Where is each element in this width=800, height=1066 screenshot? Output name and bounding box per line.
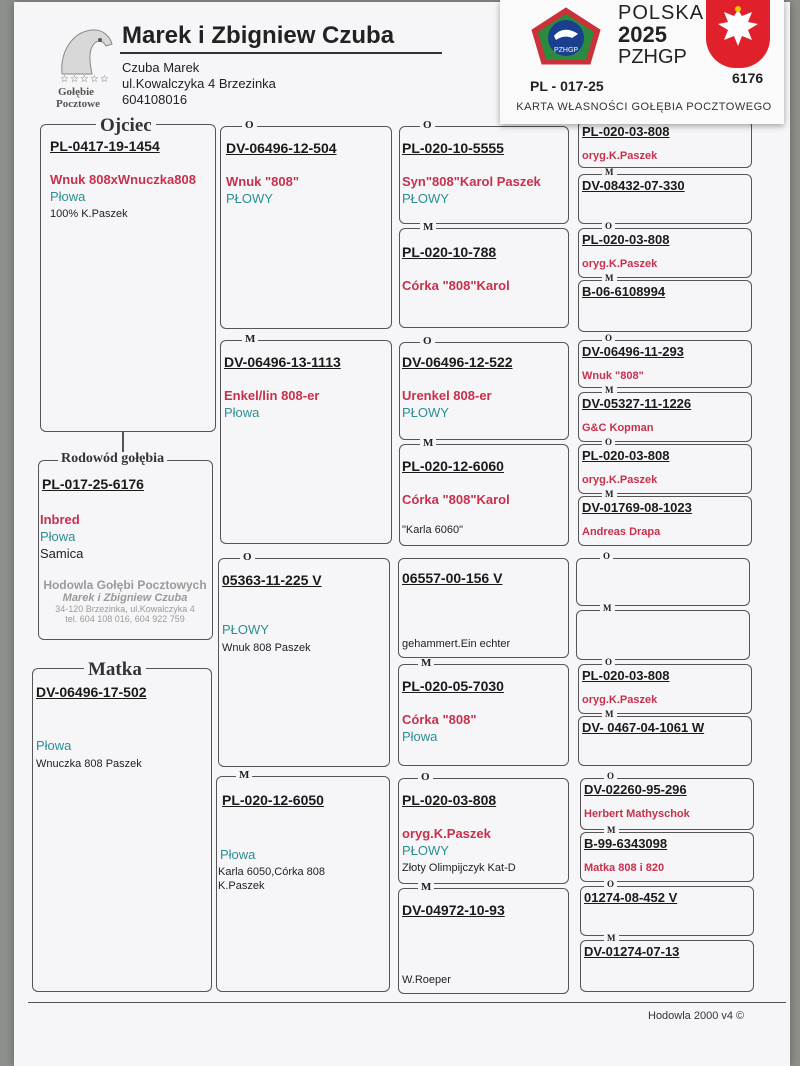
owner-phone: 604108016: [122, 92, 188, 107]
gen3-fmm-sex: M: [420, 438, 436, 449]
gen3-mmf-note: Złoty Olimpijczyk Kat-D: [402, 862, 516, 874]
gen2-ff-box: [220, 126, 392, 329]
breeder-stamp: [32, 578, 218, 638]
gen2-mm-note1: Karla 6050,Córka 808: [218, 866, 326, 878]
white-eagle-icon: [706, 0, 770, 60]
gen3-fmf-sex: O: [420, 336, 435, 347]
owner-name: Czuba Marek: [122, 60, 200, 75]
father-label: Ojciec: [96, 116, 156, 135]
gen4-note: oryg.K.Paszek: [582, 150, 658, 162]
gen2-fm-sex: M: [242, 334, 258, 345]
gen4-note: Herbert Mathyschok: [584, 808, 690, 820]
gen2-mm-ring: PL-020-12-6050: [222, 792, 324, 808]
gen4-sex: O: [602, 334, 615, 343]
gen2-ff-color: PŁOWY: [226, 191, 273, 206]
gen4-box: [576, 558, 750, 606]
gen4-sex: O: [604, 880, 617, 889]
gen4-ring: PL-020-03-808: [582, 124, 670, 139]
ownership-card: [500, 0, 784, 124]
mother-note: Wnuczka 808 Paszek: [36, 758, 142, 770]
gen3-mfm-sex: M: [418, 658, 434, 669]
gen4-sex: M: [604, 826, 619, 835]
pigeon-sex: Samica: [40, 546, 84, 561]
mother-ring: DV-06496-17-502: [36, 684, 147, 700]
gen4-ring: DV-01769-08-1023: [582, 500, 692, 515]
card-year: 2025: [618, 22, 667, 47]
gen4-ring: 01274-08-452 V: [584, 890, 678, 905]
gen2-mf-ring: 05363-11-225 V: [222, 572, 322, 588]
gen4-ring: DV-02260-95-296: [584, 782, 687, 797]
gen3-mmm-note: W.Roeper: [402, 974, 451, 986]
poland-flag-shield: [706, 0, 770, 68]
gen3-ffm-sex: M: [420, 222, 436, 233]
gen4-ring: DV-06496-11-293: [582, 344, 684, 359]
gen4-note: G&C Kopman: [582, 422, 654, 434]
gen2-mm-sex: M: [236, 770, 252, 781]
stamp-line4: tel. 604 108 016, 604 922 759: [65, 614, 185, 624]
gen3-mfm-name: Córka "808": [402, 712, 477, 727]
pigeon-inbred: Inbred: [40, 512, 80, 527]
father-box: [40, 124, 216, 432]
gen2-fm-ring: DV-06496-13-1113: [224, 354, 341, 370]
stamp-line1: Hodowla Gołębi Pocztowych: [43, 578, 207, 592]
gen3-ffm-name: Córka "808"Karol: [402, 278, 510, 293]
gen3-mmf-ring: PL-020-03-808: [402, 792, 497, 808]
gen3-mff-ring: 06557-00-156 V: [402, 570, 503, 586]
gen4-ring: DV-08432-07-330: [582, 178, 685, 193]
gen4-sex: M: [602, 490, 617, 499]
pedigree-sheet: [14, 2, 790, 1066]
card-org: PZHGP: [618, 46, 687, 68]
father-note: 100% K.Paszek: [50, 208, 128, 220]
gen4-sex: M: [604, 934, 619, 943]
pzhgp-emblem-icon: [530, 6, 602, 66]
gen3-mmf-name: oryg.K.Paszek: [402, 826, 491, 841]
gen4-sex: M: [600, 604, 615, 613]
gen3-mmm-ring: DV-04972-10-93: [402, 902, 505, 918]
gen2-fm-name: Enkel/lin 808-er: [224, 388, 320, 403]
gen4-sex: M: [602, 710, 617, 719]
pigeon-logo: ☆☆☆☆☆ Gołębie Pocztowe: [52, 22, 118, 112]
gen4-ring: DV-01274-07-13: [584, 944, 680, 959]
gen3-mmf-sex: O: [418, 772, 433, 783]
father-name: Wnuk 808xWnuczka808: [50, 172, 196, 187]
pigeon-head-icon: [52, 22, 118, 78]
card-polska: POLSKA: [618, 2, 705, 24]
card-caption: KARTA WŁASNOŚCI GOŁĘBIA POCZTOWEGO: [516, 101, 772, 113]
gen4-ring: PL-020-03-808: [582, 448, 670, 463]
gen4-sex: O: [602, 658, 615, 667]
gen4-note: Matka 808 i 820: [584, 862, 665, 874]
gen2-ff-ring: DV-06496-12-504: [226, 140, 337, 156]
gen4-sex: M: [602, 274, 617, 283]
gen3-fff-color: PŁOWY: [402, 191, 449, 206]
gen2-fm-box: [220, 340, 392, 544]
gen2-ff-sex: O: [242, 120, 257, 131]
gen4-sex: O: [604, 772, 617, 781]
gen4-sex: M: [602, 386, 617, 395]
gen4-sex: M: [602, 168, 617, 177]
card-ring: PL - 017-25: [530, 78, 604, 94]
gen3-fmf-name: Urenkel 808-er: [402, 388, 492, 403]
gen2-mm-note2: K.Paszek: [218, 880, 265, 892]
footer-software: Hodowla 2000 v4 ©: [648, 1010, 745, 1022]
gen4-ring: PL-020-03-808: [582, 232, 670, 247]
gen3-fff-sex: O: [420, 120, 435, 131]
mother-color: Płowa: [36, 738, 72, 753]
gen3-fff-ring: PL-020-10-5555: [402, 140, 504, 156]
page-title: Marek i Zbigniew Czuba: [122, 22, 395, 49]
gen3-fmm-note: "Karla 6060": [402, 524, 464, 536]
gen3-ffm-ring: PL-020-10-788: [402, 244, 497, 260]
gen4-note: oryg.K.Paszek: [582, 258, 658, 270]
stamp-line2: Marek i Zbigniew Czuba: [62, 592, 188, 604]
gen3-fmm-name: Córka "808"Karol: [402, 492, 510, 507]
gen4-sex: O: [600, 552, 613, 561]
pigeon-color: Płowa: [40, 529, 76, 544]
gen3-mff-note: gehammert.Ein echter: [402, 638, 511, 650]
gen2-mm-color: Płowa: [220, 847, 256, 862]
pigeon-ring: PL-017-25-6176: [42, 476, 144, 492]
gen4-ring: PL-020-03-808: [582, 668, 670, 683]
gen3-fmf-ring: DV-06496-12-522: [402, 354, 513, 370]
mother-label: Matka: [84, 660, 146, 679]
father-ring: PL-0417-19-1454: [50, 138, 160, 154]
gen4-note: oryg.K.Paszek: [582, 474, 658, 486]
card-number: 6176: [732, 70, 764, 86]
gen4-note: Wnuk "808": [582, 370, 644, 382]
gen4-ring: DV- 0467-04-1061 W: [582, 720, 705, 735]
gen4-ring: B-06-6108994: [582, 284, 666, 299]
father-color: Płowa: [50, 189, 86, 204]
owner-address: ul.Kowalczyka 4 Brzezinka: [122, 76, 276, 91]
gen4-box: [576, 610, 750, 660]
gen4-note: Andreas Drapa: [582, 526, 661, 538]
gen2-mf-color: PŁOWY: [222, 622, 269, 637]
gen2-mf-sex: O: [240, 552, 255, 563]
mother-box: [32, 668, 212, 992]
gen3-fmm-ring: PL-020-12-6060: [402, 458, 504, 474]
gen3-mmf-color: PŁOWY: [402, 843, 449, 858]
gen4-ring: B-99-6343098: [584, 836, 668, 851]
gen2-mf-note: Wnuk 808 Paszek: [222, 642, 311, 654]
gen3-mmm-sex: M: [418, 882, 434, 893]
rodowod-label: Rodowód gołębia: [58, 452, 167, 466]
emblem-text: PZHGP: [553, 47, 579, 54]
gen2-ff-name: Wnuk "808": [226, 174, 300, 189]
gen3-mfm-ring: PL-020-05-7030: [402, 678, 504, 694]
gen4-sex: O: [602, 438, 615, 447]
logo-line2: Pocztowe: [56, 98, 100, 110]
gen2-mf-box: [218, 558, 390, 767]
footer-rule: [28, 1002, 786, 1003]
gen3-mfm-color: Płowa: [402, 729, 438, 744]
gen4-note: oryg.K.Paszek: [582, 694, 658, 706]
gen3-fff-name: Syn"808"Karol Paszek: [402, 174, 541, 189]
gen2-fm-color: Płowa: [224, 405, 260, 420]
stamp-line3: 34-120 Brzezinka, ul.Kowalczyka 4: [55, 604, 195, 614]
title-underline: [120, 52, 442, 54]
gen4-sex: O: [602, 222, 615, 231]
gen4-ring: DV-05327-11-1226: [582, 396, 692, 411]
gen3-fmf-color: PŁOWY: [402, 405, 449, 420]
logo-line1: Gołębie: [58, 86, 95, 98]
